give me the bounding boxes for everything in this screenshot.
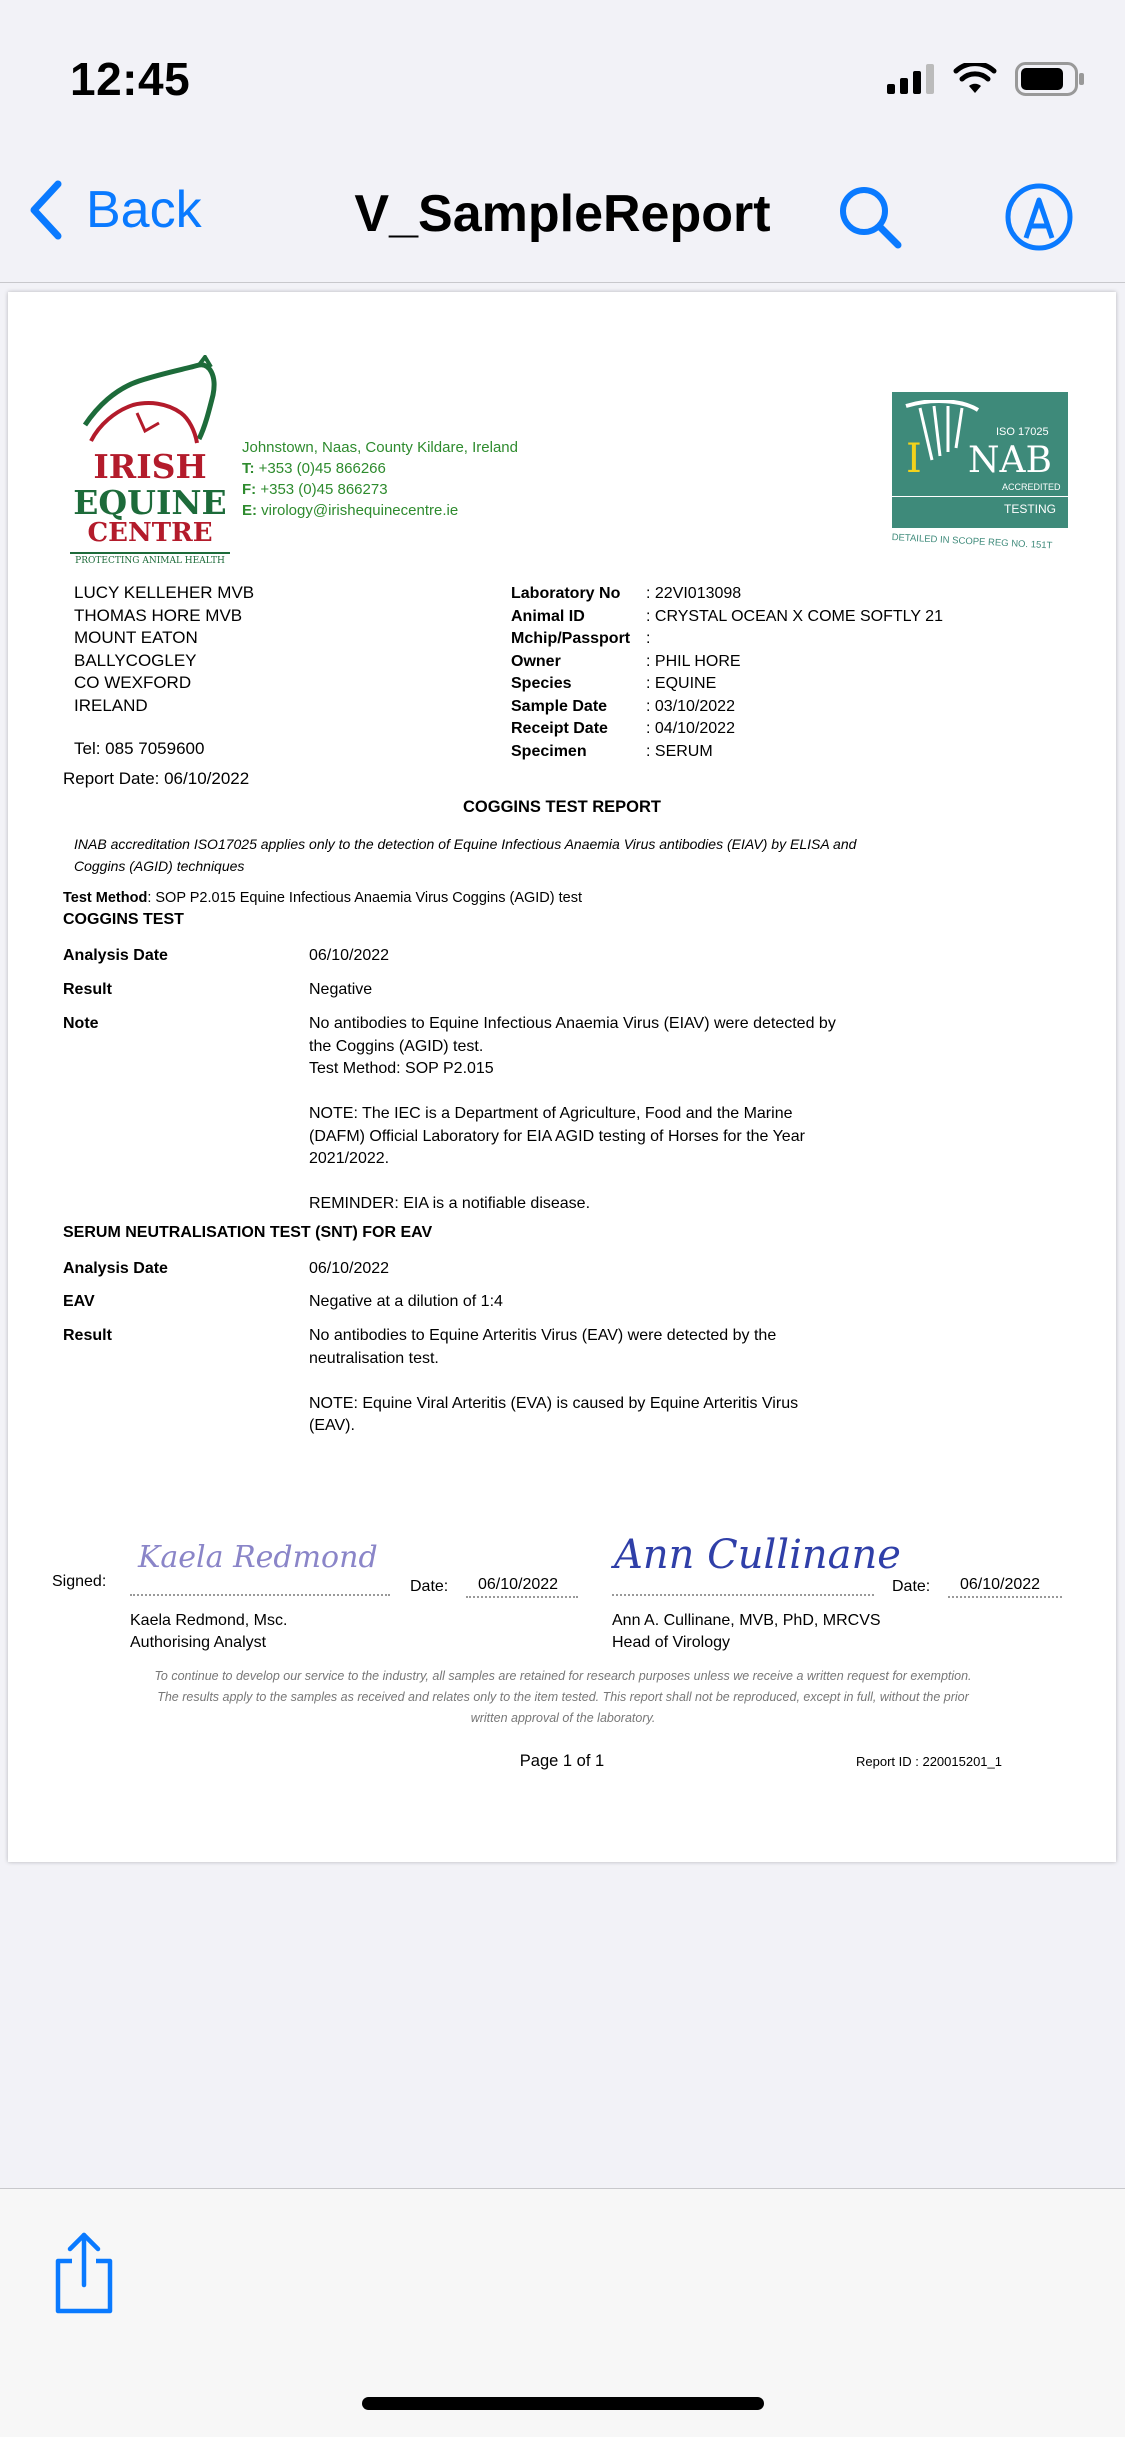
recipient-line: LUCY KELLEHER MVB	[74, 583, 255, 602]
back-button[interactable]	[28, 180, 202, 240]
info-row	[511, 583, 1071, 606]
note-line: the Coggins (AGID) test.	[309, 1037, 484, 1055]
signature-2: Ann Cullinane	[614, 1532, 901, 1578]
recipient-line: IRELAND	[74, 695, 148, 715]
signature-2-date-line	[948, 1596, 1062, 1598]
recipient-line: CO WEXFORD	[74, 673, 192, 692]
inab-iso: ISO 17025	[996, 426, 1049, 438]
share-button[interactable]	[52, 2231, 116, 2320]
info-row	[511, 606, 1071, 629]
coggins-heading: COGGINS TEST	[63, 911, 184, 928]
logo-line-irish: IRISH	[93, 447, 207, 486]
result-line: No antibodies to Equine Arteritis Virus (EAV) were detected by the	[309, 1327, 777, 1344]
recipient-line: THOMAS HORE MVB	[74, 605, 243, 625]
markup-pen-icon	[1004, 182, 1074, 252]
page-number: Page 1 of 1	[519, 1752, 605, 1770]
inab-prefix: I	[906, 436, 922, 482]
snt-result	[309, 1325, 869, 1438]
inab-accreditation-badge	[891, 392, 1072, 552]
info-value: : 22VI013098	[646, 585, 742, 602]
lab-address: Johnstown, Naas, County Kildare, Ireland	[242, 439, 518, 456]
status-bar	[0, 0, 1125, 150]
info-key: Owner	[511, 652, 561, 670]
search-button[interactable]	[835, 182, 905, 257]
test-method	[63, 890, 582, 906]
snt-result-label: Result	[63, 1327, 112, 1344]
signature-1-date-line	[466, 1596, 578, 1598]
fax-label: F:	[242, 481, 257, 498]
share-icon	[52, 2231, 116, 2315]
info-key: Species	[511, 675, 572, 692]
note-line: NOTE: The IEC is a Department of Agriculture, Food and the Marine	[309, 1105, 793, 1122]
info-key: Sample Date	[511, 697, 608, 715]
recipient-phone: Tel: 085 7059600	[74, 739, 205, 758]
inab-note-line: Coggins (AGID) techniques	[74, 857, 245, 874]
info-row	[511, 628, 1071, 651]
lab-email: virology@irishequinecentre.ie	[261, 502, 459, 519]
report-date: Report Date: 06/10/2022	[63, 769, 250, 788]
status-icons	[887, 62, 1085, 96]
recipient-address	[74, 582, 434, 717]
inab-note	[74, 834, 1074, 877]
coggins-result: Negative	[309, 981, 373, 998]
home-indicator[interactable]	[362, 2397, 764, 2410]
result-line: neutralisation test.	[309, 1349, 439, 1367]
logo-tagline: PROTECTING ANIMAL HEALTH	[70, 552, 230, 566]
signature-1-date: 06/10/2022	[478, 1576, 559, 1593]
info-value: : 04/10/2022	[646, 720, 735, 737]
page-title: V_SampleReport	[354, 185, 771, 243]
test-method-label: Test Method	[63, 890, 148, 906]
logo-line-equine: EQUINE	[73, 483, 227, 522]
info-row	[511, 673, 1071, 696]
inab-accredited: ACCREDITED	[1002, 482, 1061, 492]
coggins-result-label: Result	[63, 981, 112, 998]
info-row	[511, 718, 1071, 741]
note-line: Test Method: SOP P2.015	[309, 1060, 494, 1077]
wifi-icon	[953, 63, 997, 95]
snt-heading: SERUM NEUTRALISATION TEST (SNT) FOR EAV	[63, 1224, 433, 1241]
lab-contact	[242, 437, 582, 521]
bottom-toolbar	[0, 2188, 1125, 2437]
signature-2-role: Head of Virology	[612, 1634, 730, 1651]
recipient-line: MOUNT EATON	[74, 628, 198, 647]
logo-line-centre: CENTRE	[87, 518, 213, 548]
test-method-value: : SOP P2.015 Equine Infectious Anaemia Virus Coggins (AGID) test	[147, 890, 583, 906]
tel-label: T:	[242, 460, 255, 477]
coggins-note-label: Note	[63, 1015, 99, 1032]
note-line: (DAFM) Official Laboratory for EIA AGID testing of Horses for the Year	[309, 1127, 805, 1145]
date-label: Date:	[410, 1578, 449, 1595]
inab-scope: DETAILED IN SCOPE REG NO. 151T	[891, 532, 1053, 552]
info-key: Animal ID	[511, 607, 585, 625]
signature-1-line	[130, 1594, 390, 1596]
note-line: No antibodies to Equine Infectious Anaemia Virus (EIAV) were detected by	[309, 1015, 836, 1032]
recipient-line: BALLYCOGLEY	[74, 650, 197, 670]
info-value: : 03/10/2022	[646, 697, 735, 715]
battery-icon	[1015, 62, 1085, 96]
snt-analysis-label: Analysis Date	[63, 1260, 168, 1277]
info-value: : PHIL HORE	[646, 652, 741, 670]
disclaimer-line: To continue to develop our service to the industry, all samples are retained for research purposes unless we receive a written request for exemption.	[154, 1669, 972, 1683]
status-time: 12:45	[70, 53, 191, 105]
info-row	[511, 741, 1071, 764]
search-icon	[835, 182, 905, 252]
note-line: 2021/2022.	[309, 1150, 390, 1167]
info-value: : SERUM	[646, 742, 713, 760]
pdf-page	[8, 292, 1116, 1862]
coggins-analysis-date: 06/10/2022	[309, 947, 390, 964]
snt-analysis-date: 06/10/2022	[309, 1260, 390, 1277]
inab-note-line: INAB accreditation ISO17025 applies only to the detection of Equine Infectious Anaemia Virus antibodies (EIAV) by ELISA and	[74, 836, 857, 852]
coggins-analysis-label: Analysis Date	[63, 947, 168, 964]
email-label: E:	[242, 502, 257, 519]
inab-name: NAB	[968, 440, 1052, 481]
coggins-note	[309, 1013, 869, 1216]
disclaimer	[68, 1666, 1058, 1729]
result-line: (EAV).	[309, 1417, 355, 1434]
snt-eav-label: EAV	[63, 1293, 95, 1310]
report-title: COGGINS TEST REPORT	[462, 798, 662, 816]
signature-2-name: Ann A. Cullinane, MVB, PhD, MRCVS	[612, 1612, 881, 1629]
sample-info-table	[511, 583, 1071, 763]
navigation-bar	[0, 150, 1125, 283]
disclaimer-line: The results apply to the samples as received and relates only to the item tested. This report shall not be reproduced, except in full, without the prior	[157, 1690, 969, 1704]
inab-testing: TESTING	[1004, 502, 1057, 516]
info-key: Receipt Date	[511, 720, 608, 737]
signature-2-line	[612, 1594, 874, 1596]
markup-button[interactable]	[1004, 182, 1074, 257]
info-value: : CRYSTAL OCEAN X COME SOFTLY 21	[646, 607, 943, 625]
lab-fax: +353 (0)45 866273	[260, 481, 388, 498]
report-id: Report ID : 220015201_1	[856, 1754, 1002, 1769]
info-key: Specimen	[511, 742, 587, 760]
signature-1-role: Authorising Analyst	[130, 1634, 267, 1651]
info-row	[511, 651, 1071, 674]
note-line: REMINDER: EIA is a notifiable disease.	[309, 1195, 591, 1212]
snt-eav: Negative at a dilution of 1:4	[309, 1293, 503, 1310]
info-row	[511, 696, 1071, 719]
date-label: Date:	[892, 1578, 931, 1595]
horse-logo-icon	[75, 355, 225, 447]
info-value: : EQUINE	[646, 675, 717, 692]
info-value: :	[646, 630, 651, 647]
irish-equine-centre-logo	[70, 355, 230, 565]
info-key: Mchip/Passport	[511, 630, 631, 647]
cellular-signal-icon	[887, 64, 935, 94]
signature-1-name: Kaela Redmond, Msc.	[130, 1612, 288, 1629]
info-key: Laboratory No	[511, 585, 621, 602]
back-label: Back	[86, 181, 202, 239]
chevron-left-icon	[28, 180, 64, 240]
signature-1: Kaela Redmond	[138, 1540, 378, 1575]
signature-2-date: 06/10/2022	[960, 1576, 1041, 1593]
disclaimer-line: written approval of the laboratory.	[470, 1711, 656, 1725]
lab-phone: +353 (0)45 866266	[258, 460, 386, 477]
result-line: NOTE: Equine Viral Arteritis (EVA) is caused by Equine Arteritis Virus	[309, 1394, 799, 1412]
signed-label: Signed:	[52, 1573, 107, 1590]
